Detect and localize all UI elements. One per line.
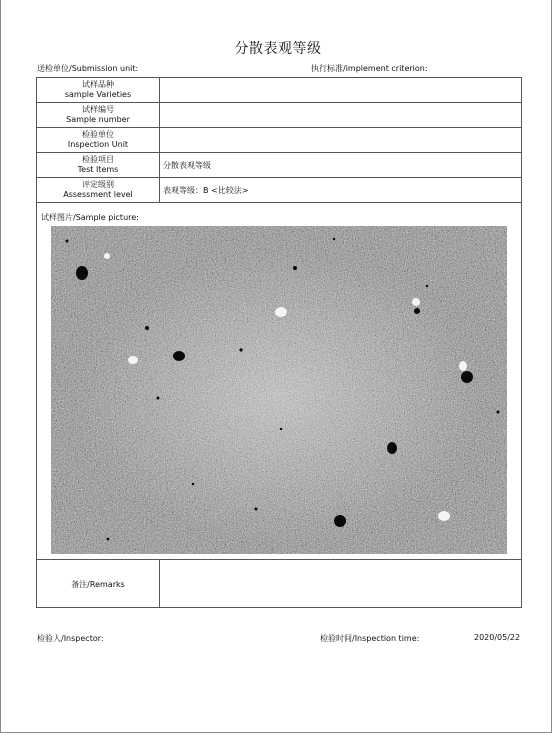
sample-picture-label: 试样图片/Sample picture: <box>41 213 139 222</box>
inspection-time-label: 检验时间/Inspection time: <box>320 634 420 643</box>
remarks-label: 备注/Remarks <box>37 560 160 608</box>
label-cn: 试样编号 <box>82 105 114 114</box>
inspection-date: 2020/05/22 <box>474 633 521 642</box>
row-sample-number <box>37 103 521 128</box>
sample-picture <box>51 226 507 554</box>
label-en: sample Varieties <box>64 90 132 99</box>
row-test-items <box>37 153 521 178</box>
submission-unit-label: 送检单位/Submission unit: <box>37 64 139 73</box>
row-label <box>37 103 160 127</box>
row-value: 表观等级：B <比较法> <box>163 185 249 195</box>
label-en: Assessment level <box>63 190 133 199</box>
criterion-label: 执行标准/implement criterion: <box>311 64 428 73</box>
label-cn: 评定级别 <box>82 180 114 189</box>
label-en: Inspection Unit <box>67 140 129 149</box>
report-title: 分散表观等级 <box>234 41 322 57</box>
row-sample-varieties <box>37 78 521 103</box>
row-assessment-level <box>37 178 521 203</box>
label-cn: 检验单位 <box>82 130 114 139</box>
row-label <box>37 78 160 102</box>
row-label <box>37 128 160 152</box>
row-label <box>37 153 160 177</box>
row-value: 分散表观等级 <box>163 160 211 170</box>
row-inspection-unit <box>37 128 521 153</box>
remarks-row <box>37 559 521 607</box>
label-en: Test Items <box>77 165 119 174</box>
label-cn: 试样品种 <box>82 80 114 89</box>
inspector-label: 检验人/Inspector: <box>37 634 104 643</box>
label-cn: 检验项目 <box>82 155 114 164</box>
label-en: Sample number <box>66 115 130 124</box>
row-label <box>37 178 160 202</box>
inspection-form <box>36 77 522 608</box>
